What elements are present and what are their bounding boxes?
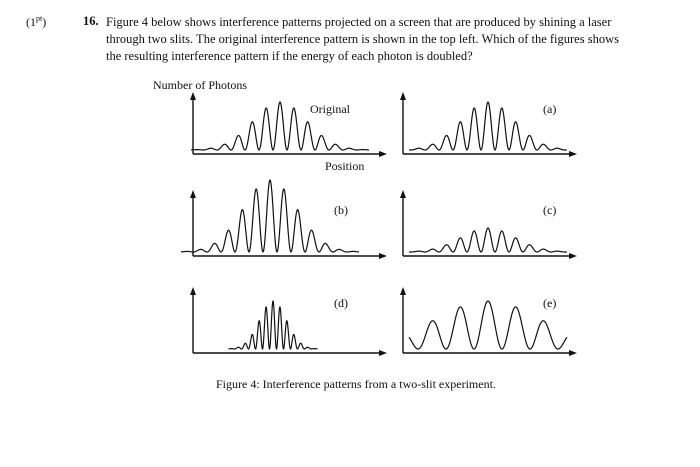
x-axis-label: Position (325, 159, 365, 173)
panel-label-original: Original (310, 102, 350, 116)
panel-a (403, 96, 573, 154)
panel-original (191, 96, 383, 154)
panel-label-c: (c) (543, 203, 557, 217)
question-line-2: through two slits. The original interference pattern is shown in the top left. Which of the figures shows (106, 32, 619, 46)
question-number: 16. (83, 14, 99, 28)
question-line-3: the resulting interference pattern if the energy of each photon is doubled? (106, 49, 473, 63)
y-axis-label: Number of Photons (153, 78, 247, 92)
panel-c (403, 194, 573, 256)
panel-b (181, 180, 383, 256)
panel-label-a: (a) (543, 102, 557, 116)
panel-label-e: (e) (543, 296, 557, 310)
pattern-curve-a (409, 102, 567, 150)
question-line-1: Figure 4 below shows interference patterns projected on a screen that are produced by shining a laser (106, 15, 612, 29)
panel-label-b: (b) (334, 203, 348, 217)
pattern-curve-e (409, 301, 567, 349)
pattern-curve-original (191, 102, 369, 150)
pattern-curve-b (181, 180, 359, 252)
panel-d (193, 291, 383, 353)
figure-caption: Figure 4: Interference patterns from a two-slit experiment. (216, 377, 496, 391)
panel-e (403, 291, 573, 353)
panel-label-d: (d) (334, 296, 348, 310)
points-label: $(1^{pt})$ (26, 14, 47, 29)
pattern-curve-d (228, 301, 317, 349)
pattern-curve-c (409, 228, 567, 252)
